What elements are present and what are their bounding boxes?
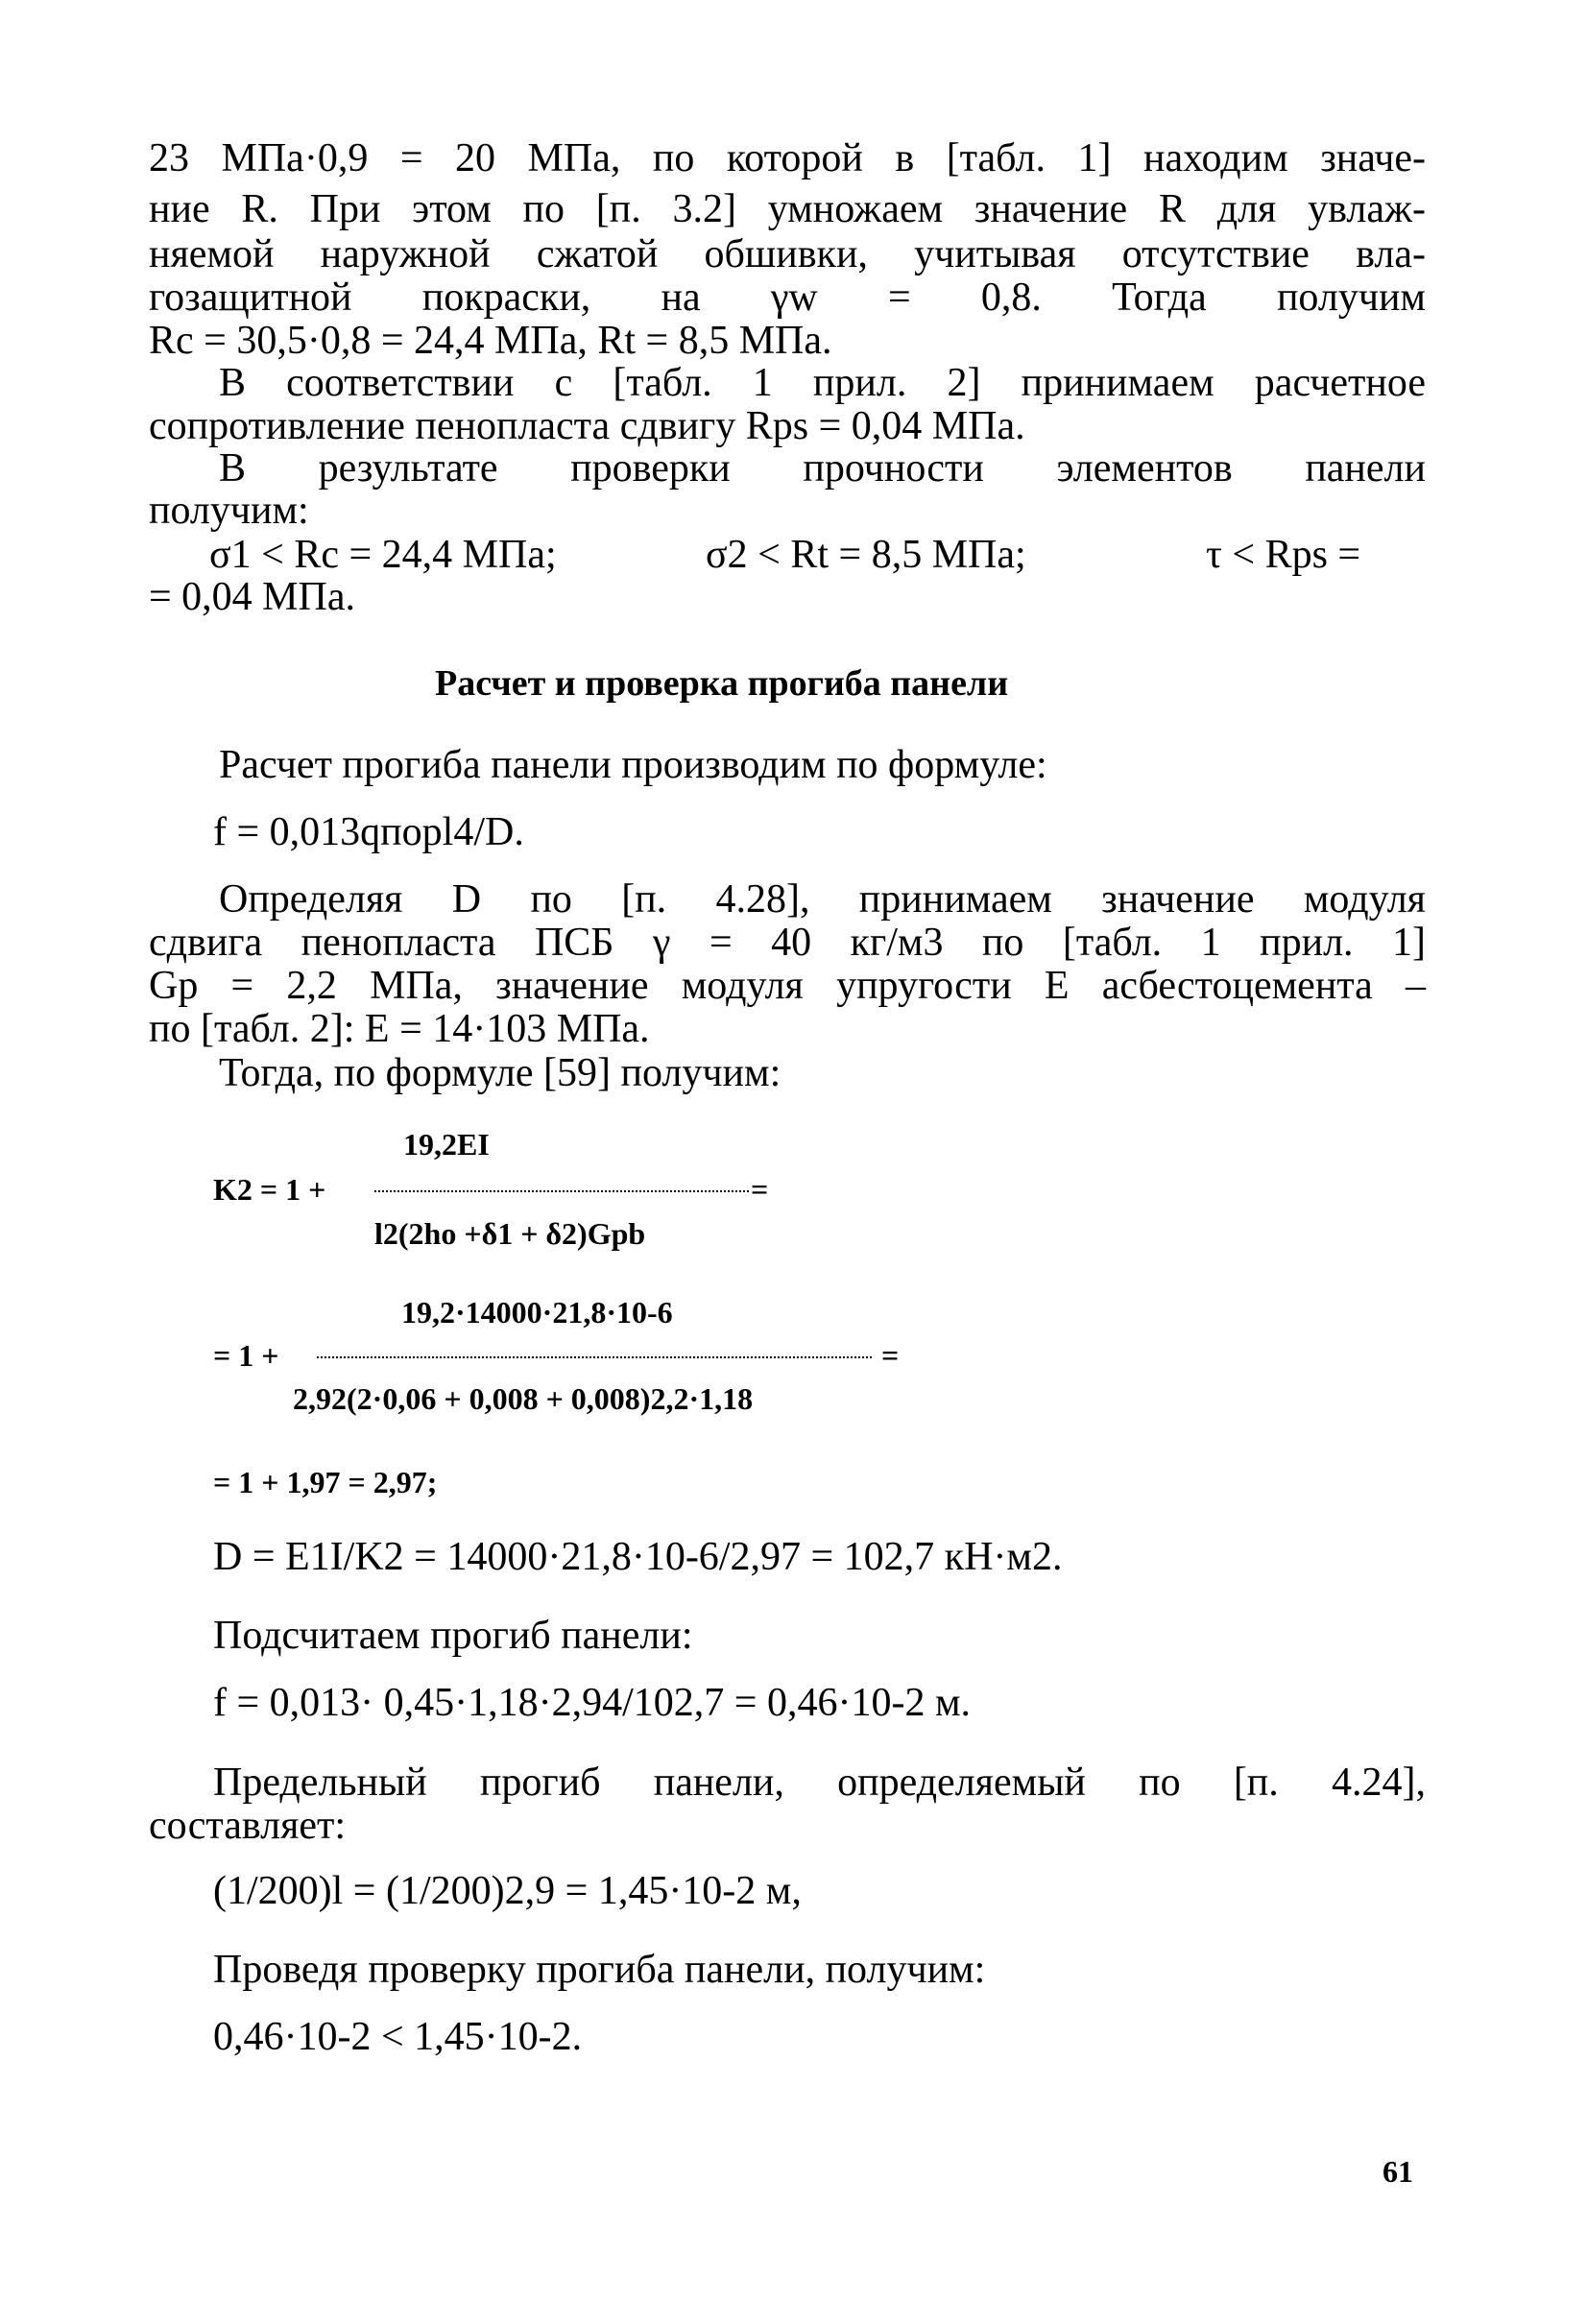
paragraph-line: получим:: [149, 489, 309, 533]
paragraph-line: Rc = 30,5·0,8 = 24,4 МПа, Rt = 8,5 МПа.: [149, 319, 832, 363]
paragraph-line: = 0,04 МПа.: [149, 575, 356, 619]
paragraph-line: ние R. При этом по [п. 3.2] умножаем значение R для увлаж-: [149, 187, 1426, 231]
paragraph-line: Gp = 2,2 МПа, значение модуля упругости E асбестоцемента –: [149, 964, 1426, 1008]
formula-deflection: f = 0,013qпорl4/D.: [213, 810, 524, 854]
formula-check: 0,46·10-2 < 1,45·10-2.: [213, 2015, 583, 2059]
paragraph-line: по [табл. 2]: E = 14·103 МПа.: [149, 1007, 650, 1051]
paragraph-line: няемой наружной сжатой обшивки, учитывая отсутствие вла-: [149, 232, 1426, 276]
k2-lhs: K2 = 1 +: [213, 1172, 326, 1207]
paragraph-line: Подсчитаем прогиб панели:: [213, 1614, 693, 1658]
formula-limit: (1/200)l = (1/200)2,9 = 1,45·10-2 м,: [213, 1869, 802, 1913]
paragraph-line: В результате проверки прочности элементов панели: [219, 446, 1426, 491]
paragraph-line: Тогда, по формуле [59] получим:: [219, 1051, 781, 1095]
paragraph-line: гозащитной покраски, на γw = 0,8. Тогда получим: [149, 276, 1426, 320]
equals-sign: =: [751, 1172, 769, 1207]
k2-denominator-values: 2,92(2·0,06 + 0,008 + 0,008)2,2·1,18: [293, 1381, 754, 1416]
paragraph-line: 23 МПа·0,9 = 20 МПа, по которой в [табл. 1] находим значе-: [149, 136, 1426, 180]
k2-result: = 1 + 1,97 = 2,97;: [213, 1465, 438, 1499]
inequality-3: τ < Rps =: [1206, 533, 1361, 577]
fraction-bar: [317, 1356, 872, 1358]
k2-denominator: l2(2ho +δ1 + δ2)Gpb: [374, 1216, 646, 1251]
formula-stiffness: D = E1I/K2 = 14000·21,8·10-6/2,97 = 102,7 кН·м2.: [213, 1535, 1063, 1579]
k2-lhs-values: = 1 +: [213, 1338, 279, 1373]
paragraph-line: Предельный прогиб панели, определяемый по [п. 4.24],: [213, 1761, 1426, 1805]
formula-deflection-value: f = 0,013· 0,45·1,18·2,94/102,7 = 0,46·10-2 м.: [213, 1681, 972, 1725]
paragraph-line: сдвига пенопласта ПСБ γ = 40 кг/м3 по [табл. 1 прил. 1]: [149, 921, 1426, 965]
paragraph-line: составляет:: [149, 1804, 347, 1848]
k2-numerator-values: 19,2·14000·21,8·10-6: [401, 1295, 673, 1330]
page-number: 61: [1383, 2154, 1413, 2189]
inequality-2: σ2 < Rt = 8,5 МПа;: [706, 533, 1026, 577]
equals-sign: =: [881, 1338, 900, 1373]
paragraph-line: В соответствии с [табл. 1 прил. 2] принимаем расчетное: [219, 361, 1426, 405]
k2-numerator: 19,2EI: [403, 1127, 490, 1162]
paragraph-line: сопротивление пенопласта сдвигу Rps = 0,04 МПа.: [149, 404, 1025, 448]
paragraph-line: Расчет прогиба панели производим по формуле:: [219, 743, 1047, 787]
inequality-1: σ1 < Rc = 24,4 МПа;: [209, 533, 557, 577]
paragraph-line: Проведя проверку прогиба панели, получим:: [213, 1948, 986, 1992]
fraction-bar: [374, 1190, 749, 1192]
section-heading: Расчет и проверка прогиба панели: [435, 663, 1009, 704]
paragraph-line: Определяя D по [п. 4.28], принимаем значение модуля: [219, 877, 1426, 922]
